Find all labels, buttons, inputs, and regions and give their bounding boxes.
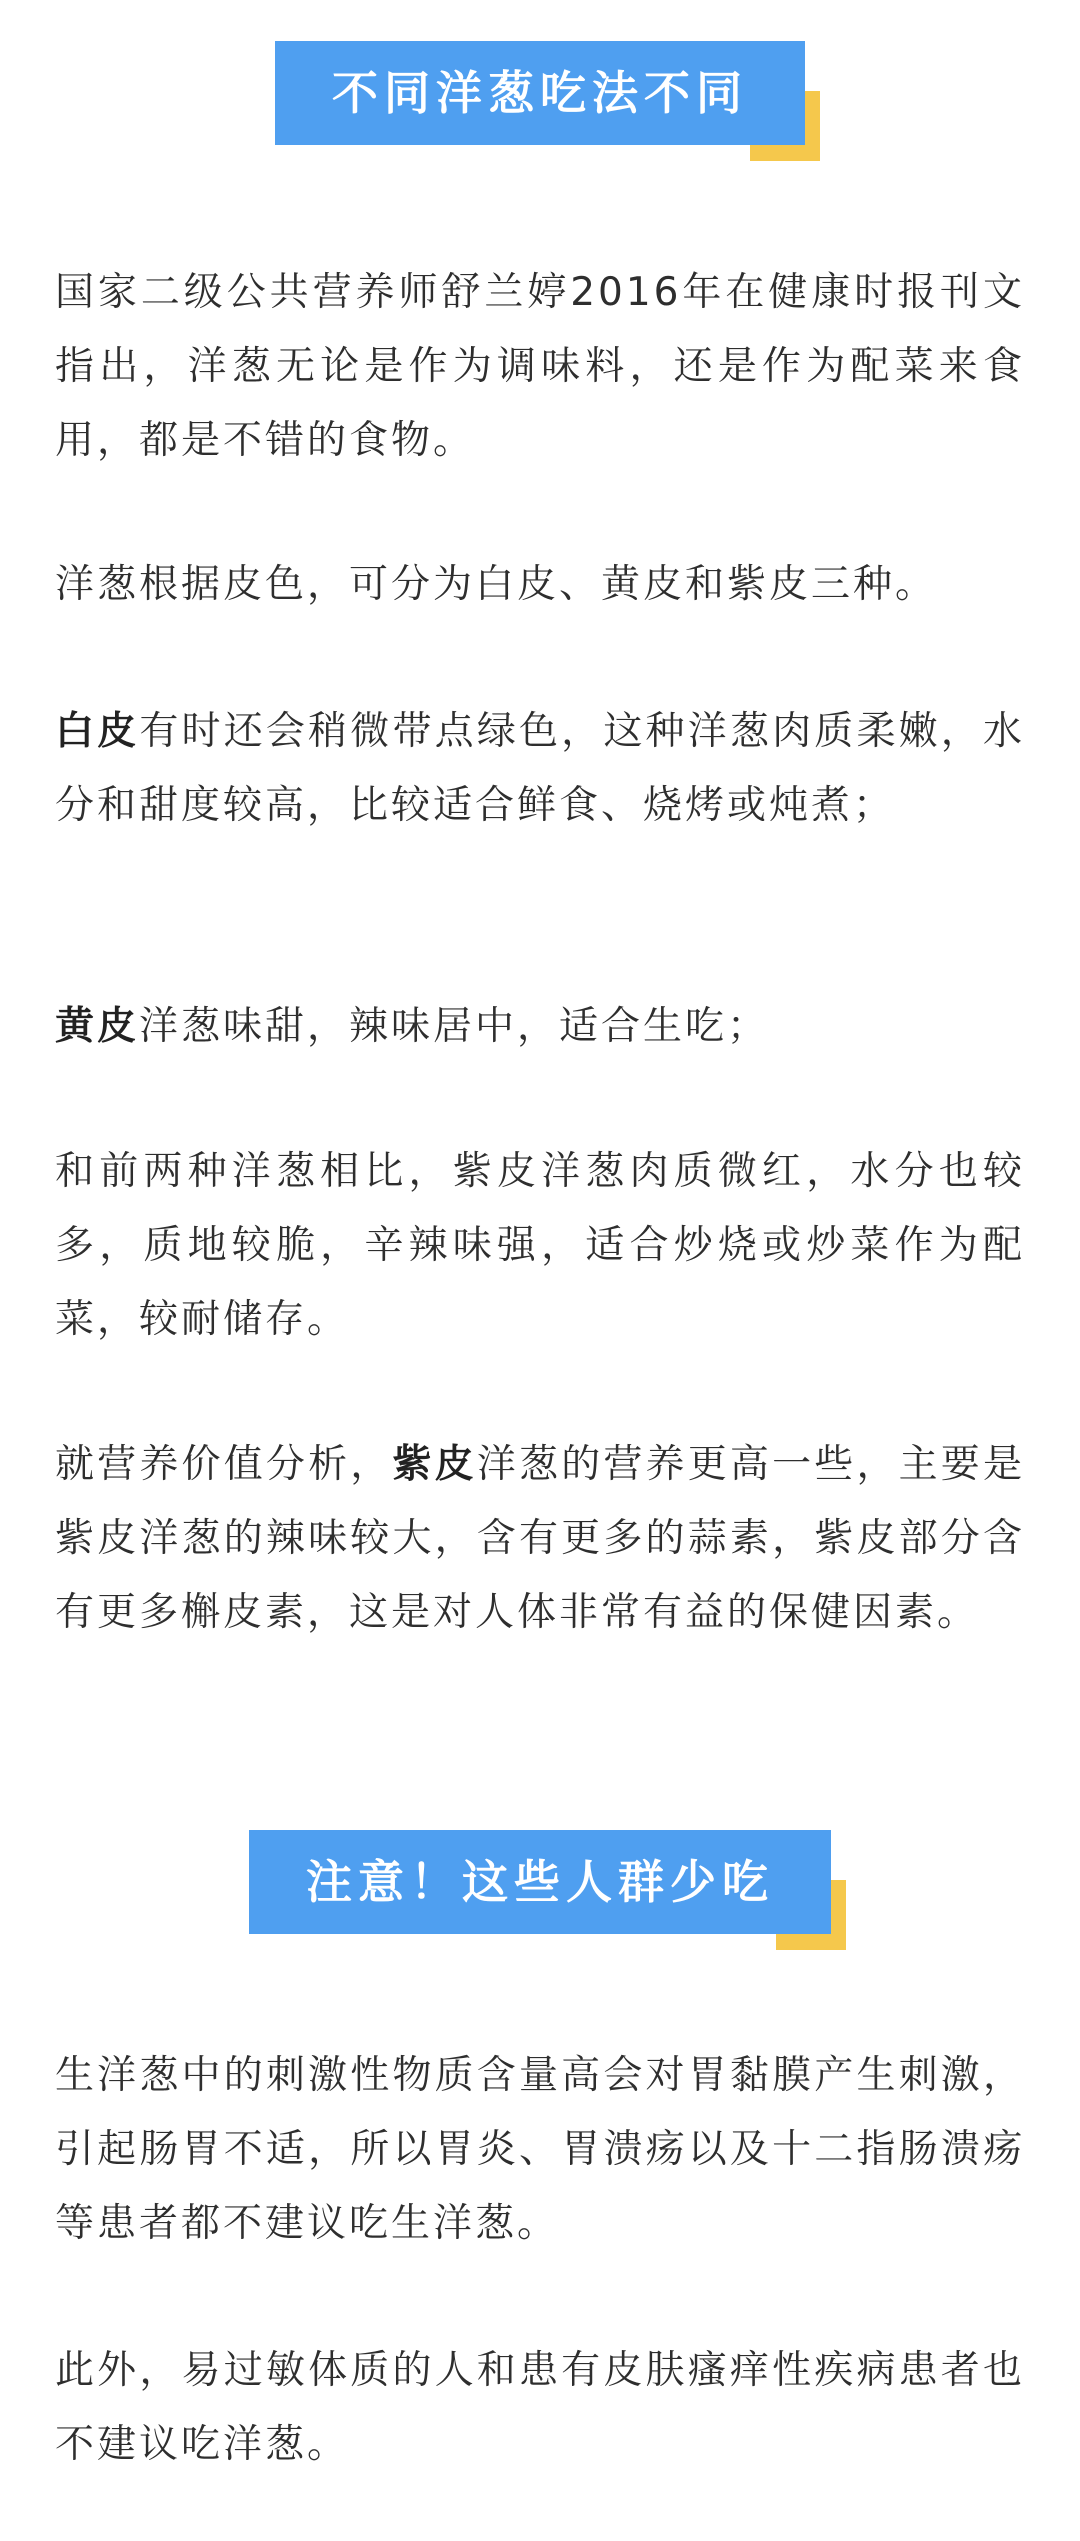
heading-box [275,41,805,145]
paragraph-text: 此外，易过敏体质的人和患有皮肤瘙痒性疾病患者也不建议吃洋葱。 [55,2348,1025,2467]
paragraph-purple-onion [55,1135,1025,1357]
paragraph-nutrition [55,1428,1025,1650]
paragraph-text: 洋葱味甜，辣味居中，适合生吃； [139,1004,770,1049]
paragraph-text: 和前两种洋葱相比，紫皮洋葱肉质微红，水分也较多，质地较脆，辛辣味强，适合炒烧或炒菜作为配菜，较耐储存。 [55,1149,1025,1342]
bold-term: 白皮 [55,709,140,754]
paragraph-intro [55,256,1025,478]
paragraph-classification [55,548,1025,622]
section-heading-1 [0,41,1080,145]
heading-box [249,1830,831,1934]
section-heading-2 [0,1830,1080,1934]
paragraph-text: 洋葱根据皮色，可分为白皮、黄皮和紫皮三种。 [55,562,938,607]
paragraph-text: 国家二级公共营养师舒兰婷2016年在健康时报刊文指出，洋葱无论是作为调味料，还是作为配菜来食用，都是不错的食物。 [55,270,1025,463]
paragraph-text: 有时还会稍微带点绿色，这种洋葱肉质柔嫩，水分和甜度较高，比较适合鲜食、烧烤或炖煮； [55,709,1025,828]
paragraph-text: 洋葱的营养更高一些，主要是紫皮洋葱的辣味较大，含有更多的蒜素，紫皮部分含有更多槲皮素，这是对人体非常有益的保健因素。 [55,1442,1025,1635]
paragraph-stomach-warning [55,2039,1025,2261]
paragraph-text: 生洋葱中的刺激性物质含量高会对胃黏膜产生刺激，引起肠胃不适，所以胃炎、胃溃疡以及十二指肠溃疡等患者都不建议吃生洋葱。 [55,2053,1025,2246]
paragraph-yellow-onion [55,990,1025,1064]
heading-title: 不同洋葱吃法不同 [275,41,805,145]
heading-title: 注意！这些人群少吃 [249,1830,831,1934]
bold-term: 黄皮 [55,1004,140,1049]
paragraph-allergy-warning [55,2334,1025,2482]
bold-term: 紫皮 [392,1442,477,1487]
paragraph-text: 就营养价值分析， [55,1442,393,1487]
paragraph-white-onion [55,695,1025,843]
